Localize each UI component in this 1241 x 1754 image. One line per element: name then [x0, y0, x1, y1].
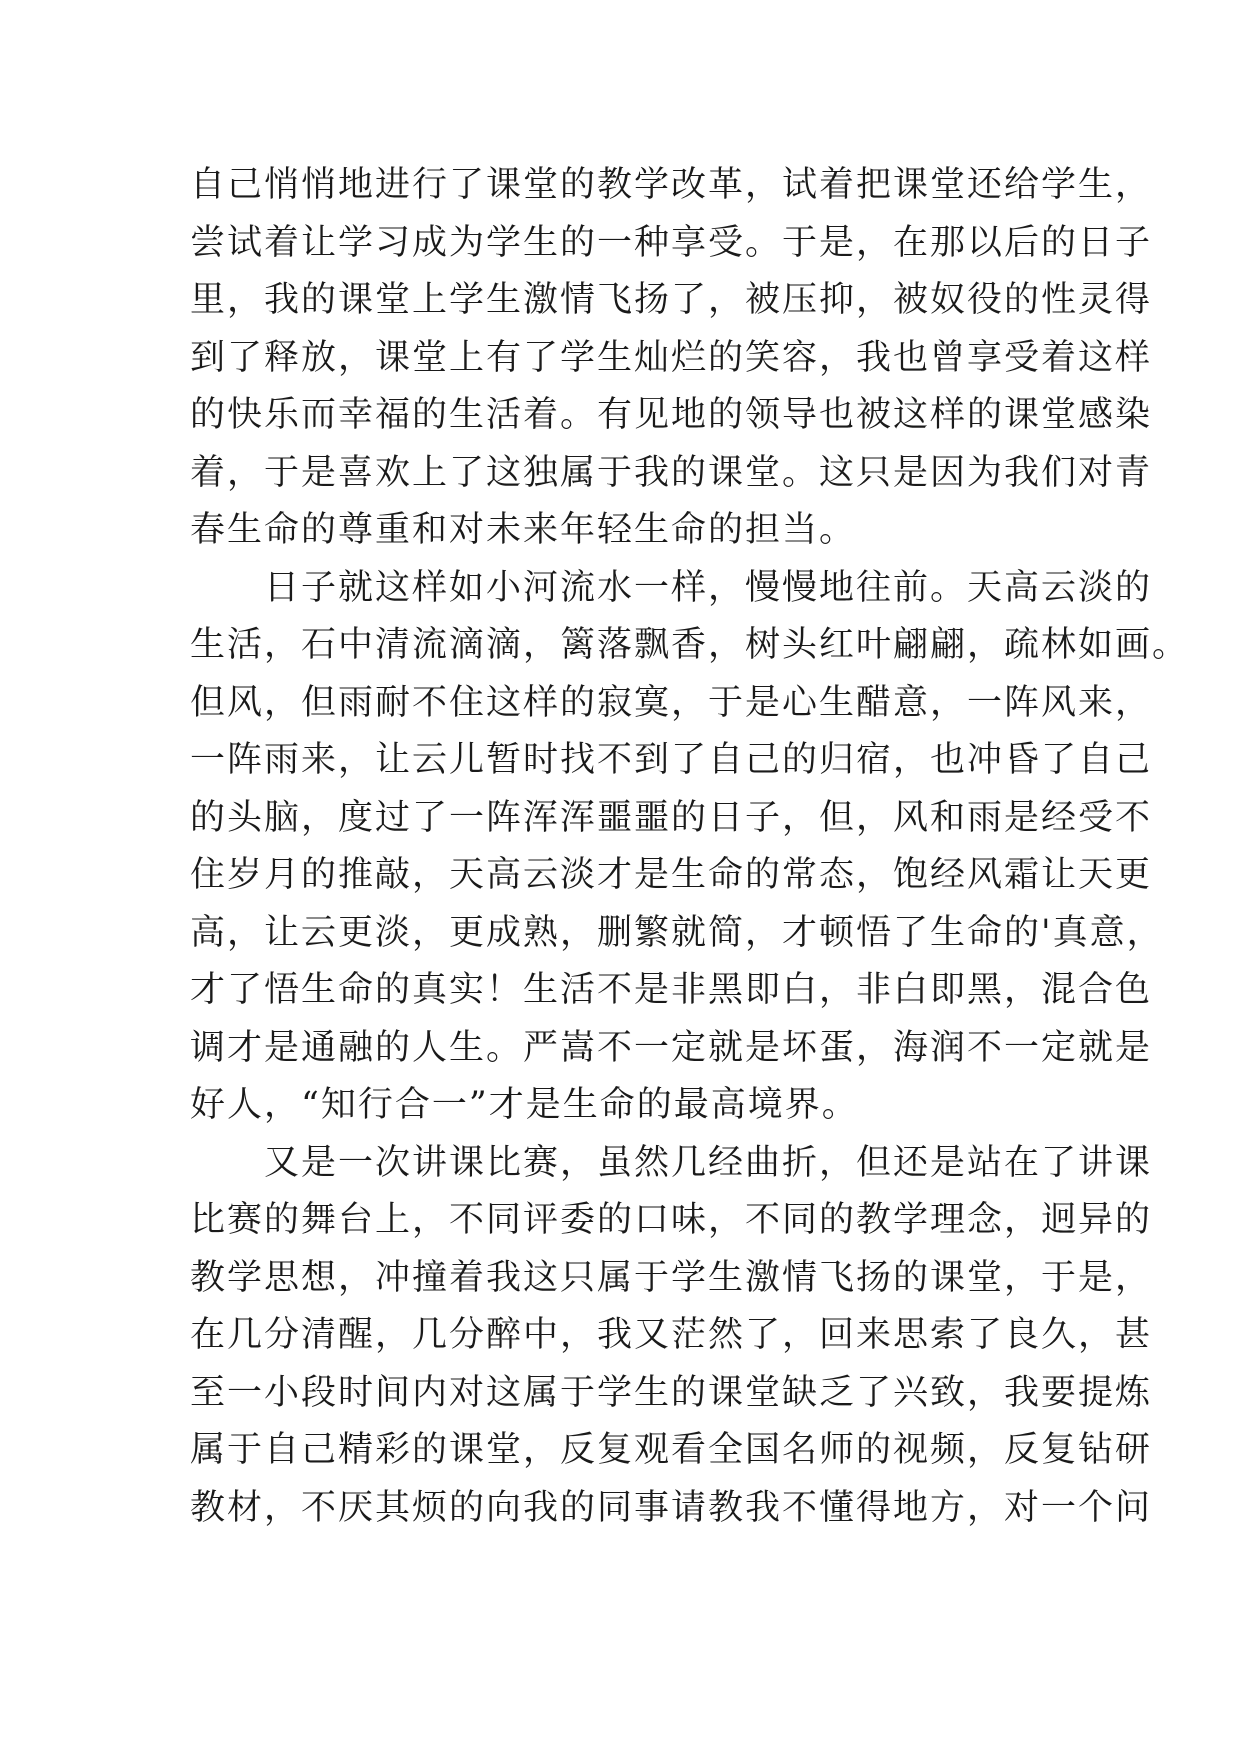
text-line: 春生命的尊重和对未来年轻生命的担当。: [190, 510, 857, 550]
text-line: 教材，不厌其烦的向我的同事请教我不懂得地方，对一个问: [190, 1487, 1153, 1528]
text-line: 至一小段时间内对这属于学生的课堂缺乏了兴致，我要提炼: [190, 1372, 1153, 1413]
text-line: 好人，“知行合一”才是生命的最高境界。: [190, 1085, 859, 1125]
text-line: 日子就这样如小河流水一样，慢慢地往前。天高云淡的: [190, 567, 1153, 608]
text-line: 生活，石中清流滴滴，篱落飘香，树头红叶翩翩，疏林如画。: [190, 625, 1190, 665]
text-line: 比赛的舞台上，不同评委的口味，不同的教学理念，迥异的: [190, 1200, 1153, 1240]
text-line: 才了悟生命的真实！生活不是非黑即白，非白即黑，混合色: [190, 970, 1153, 1010]
text-line: 到了释放，课堂上有了学生灿烂的笑容，我也曾享受着这样: [190, 337, 1153, 378]
text-line: 一阵雨来，让云儿暂时找不到了自己的归宿，也冲昏了自己: [190, 740, 1153, 780]
text-line: 的头脑，度过了一阵浑浑噩噩的日子，但，风和雨是经受不: [190, 797, 1153, 838]
text-line: 又是一次讲课比赛，虽然几经曲折，但还是站在了讲课: [190, 1142, 1153, 1183]
text-line: 着，于是喜欢上了这独属于我的课堂。这只是因为我们对青: [190, 452, 1153, 493]
text-line: 住岁月的推敲，天高云淡才是生命的常态，饱经风霜让天更: [190, 855, 1153, 895]
text-line: 教学思想，冲撞着我这只属于学生激情飞扬的课堂，于是，: [190, 1257, 1153, 1298]
text-line: 高，让云更淡，更成熟，删繁就简，才顿悟了生命的'真意，: [190, 912, 1164, 953]
text-line: 里，我的课堂上学生激情飞扬了，被压抑，被奴役的性灵得: [190, 280, 1153, 320]
text-line: 属于自己精彩的课堂，反复观看全国名师的视频，反复钻研: [190, 1430, 1153, 1470]
text-line: 尝试着让学习成为学生的一种享受。于是，在那以后的日子: [190, 222, 1153, 263]
text-line: 调才是通融的人生。严嵩不一定就是坏蛋，海润不一定就是: [190, 1027, 1153, 1068]
text-line: 在几分清醒，几分醉中，我又茫然了，回来思索了良久，甚: [190, 1315, 1153, 1355]
body-text: [190, 157, 1190, 1537]
text-line: 但风，但雨耐不住这样的寂寞，于是心生醋意，一阵风来，: [190, 682, 1153, 723]
text-line: 的快乐而幸福的生活着。有见地的领导也被这样的课堂感染: [190, 395, 1153, 435]
text-line: 自己悄悄地进行了课堂的教学改革，试着把课堂还给学生，: [190, 165, 1153, 205]
